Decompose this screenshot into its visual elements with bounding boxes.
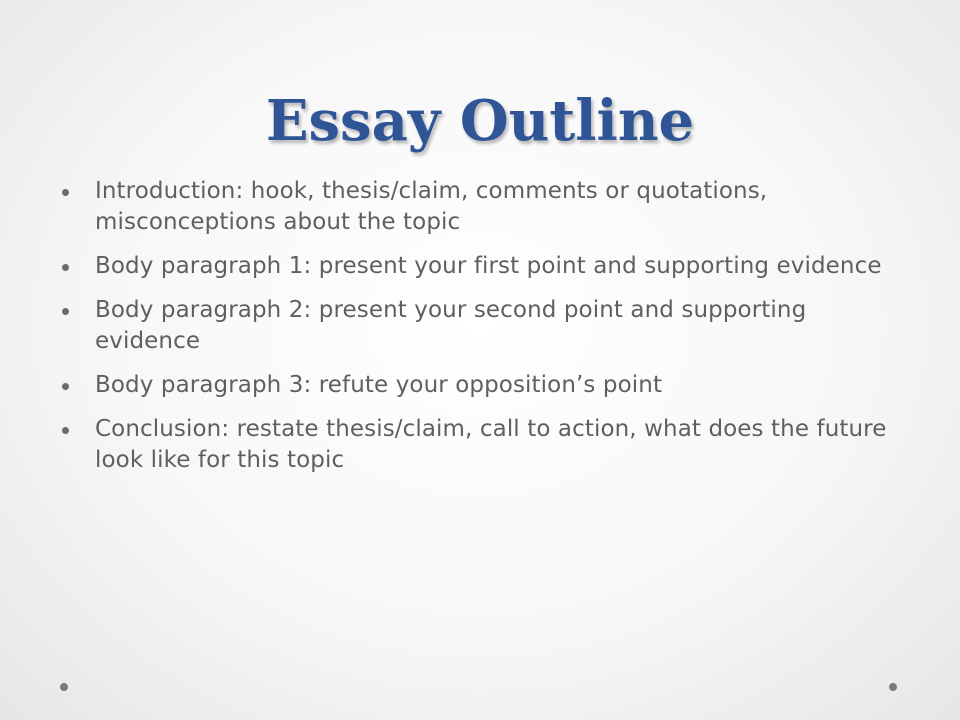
bullet-dot-icon	[62, 427, 69, 434]
decorative-dot-icon	[60, 683, 68, 691]
bullet-list	[58, 176, 918, 489]
bullet-dot-icon	[62, 308, 69, 315]
bullet-item-body-1	[58, 251, 918, 282]
bullet-text: Body paragraph 3: refute your opposition’s point	[95, 372, 663, 398]
bullet-text: Conclusion: restate thesis/claim, call to action, what does the future look like for this topic	[95, 416, 887, 473]
bullet-dot-icon	[62, 264, 69, 271]
bullet-text: Body paragraph 1: present your first point and supporting evidence	[95, 253, 882, 279]
slide-title: Essay Outline	[265, 88, 695, 154]
bullet-dot-icon	[62, 383, 69, 390]
bullet-dot-icon	[62, 189, 69, 196]
bullet-item-body-3	[58, 370, 918, 401]
bullet-item-introduction	[58, 176, 918, 238]
decorative-dot-icon	[889, 683, 897, 691]
bullet-item-body-2	[58, 295, 918, 357]
bullet-item-conclusion	[58, 414, 918, 476]
bullet-text: Introduction: hook, thesis/claim, comments or quotations, misconceptions about the topic	[95, 178, 768, 235]
bullet-text: Body paragraph 2: present your second point and supporting evidence	[95, 297, 807, 354]
